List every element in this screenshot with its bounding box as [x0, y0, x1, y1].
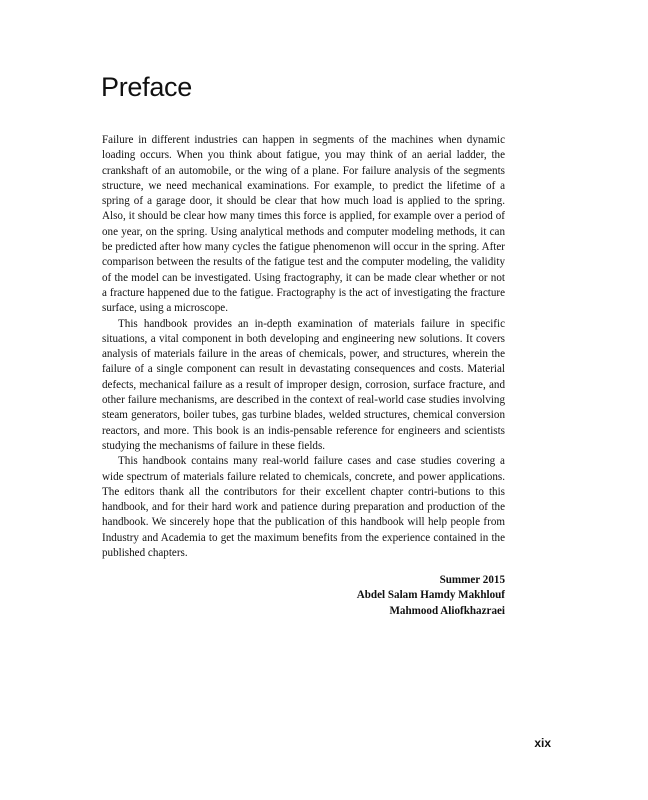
- paragraph-fatigue: Failure in different industries can happen in segments of the machines when dynamic loading occurs. When you think about fatigue, you may think of an aerial ladder, the crankshaft of an automobile, or the wing of a plane. For failure analysis of the segments structure, we need mechanical examinations. For example, to predict the lifetime of a spring of a garage door, it should be clear that how much load is applied to the spring. Also, it should be clear how many times this force is applied, for example over a period of one year, on the spring. Using analytical methods and computer modeling methods, it can be predicted after how many cycles the fatigue phenomenon will occur in the spring. After comparison between the results of the fatigue test and the computer modeling, the validity of the model can be investigated. Using fractography, it can be made clear whether or not a fracture happened due to the fatigue. Fractography is the act of investigating the fracture surface, using a microscope.: [102, 134, 505, 315]
- paragraph-acknowledgements: This handbook contains many real-world failure cases and case studies covering a wide spectrum of materials failure related to chemicals, concrete, and power applications. The editors thank all the contributors for their excellent chapter contri-butions to this handbook, and for their hard work and patience during preparation and production of the handbook. We sincerely hope that the publication of this handbook will help people from Industry and Academia to get the maximum benefits from the experience contained in the published chapters.: [102, 455, 505, 560]
- page-number: xix: [534, 736, 551, 750]
- paragraph-handbook-overview: This handbook provides an in-depth examination of materials failure in specific situations, a vital component in both developing and engineering new solutions. It covers analysis of materials failure in the areas of chemicals, power, and structures, wherein the failure of a single component can result in devastating consequences and costs. Material defects, mechanical failure as a result of improper design, corrosion, surface fracture, and other failure mechanisms, are described in the context of real-world case studies involving steam generators, boiler tubes, gas turbine blades, welded structures, chemical conversion reactors, and more. This book is an indis-pensable reference for engineers and scientists studying the mechanisms of failure in these fields.: [102, 317, 505, 452]
- signature-author-2: Mahmood Aliofkhazraei: [389, 604, 505, 617]
- preface-body: [102, 133, 505, 561]
- page-title: Preface: [101, 72, 192, 102]
- signature-author-1: Abdel Salam Hamdy Makhlouf: [356, 589, 505, 602]
- signature-date: Summer 2015: [439, 574, 505, 586]
- signature-block: [102, 573, 505, 619]
